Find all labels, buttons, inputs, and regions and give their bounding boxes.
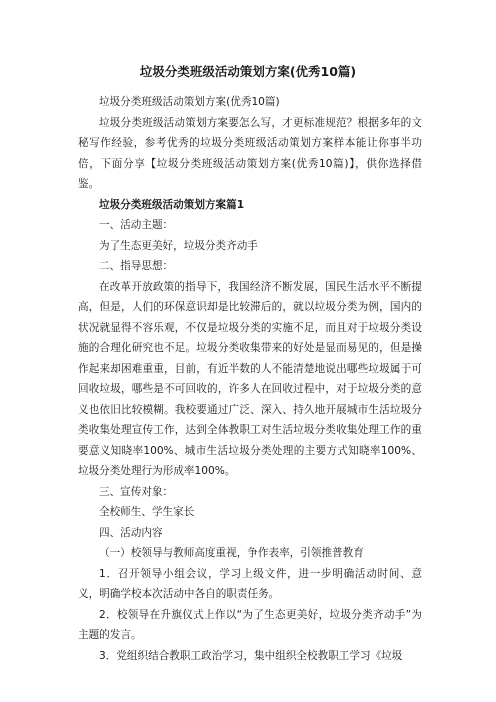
paragraph: 2．校领导在升旗仪式上作以“为了生态更美好，垃圾分类齐动手”为主题的发言。 [78,608,422,641]
paragraph: 三、宣传对象： [99,485,174,498]
paragraph: 3．党组织结合教职工政治学习，集中组织全校教职工学习《垃圾 [99,649,403,662]
paragraph: 为了生态更美好，垃圾分类齐动手 [99,239,258,252]
paragraph: 全校师生、学生家长 [99,506,195,518]
document-title: 垃圾分类班级活动策划方案(优秀10篇) [139,64,357,79]
paragraph: 垃圾分类班级活动策划方案(优秀10篇) [99,96,280,108]
paragraph: 二、指导思想： [99,260,174,272]
section-heading: 垃圾分类班级活动策划方案篇1 [99,198,245,211]
paragraph: 在改革开放政策的指导下，我国经济不断发展，国民生活水平不断提高，但是，人们的环保意识却是比较滞后的，就以垃圾分类为例，国内的状况就显得不容乐观，不仅是垃圾分类的实施不足，而且对于垃圾分类设施的合理化研究也不足。垃圾分类收集带来的好处是显而易见的，但是操作起来却困难重重，目前，有近半数的人不能清楚地说出哪些垃圾属于可回收垃圾，哪些是不可回收的，许多人在回收过程中，对于垃圾分类的意义也依旧比较模糊。我校要通过广泛、深入、持久地开展城市生活垃圾分类收集处理宣传工作，达到全体教职工对生活垃圾分类收集处理工作的重要意义知晓率100%、城市生活垃圾分类处理的主要方式知晓率100%、垃圾分类处理行为形成率100%。 [78,280,422,477]
paragraph: （一）校领导与教师高度重视，争作表率，引领推普教育 [99,547,364,559]
document-body [78,92,422,666]
paragraph: 四、活动内容 [99,526,163,539]
paragraph: 一、活动主题： [99,219,174,231]
paragraph: 垃圾分类班级活动策划方案要怎么写，才更标准规范？根据多年的文秘写作经验，参考优秀的垃圾分类班级活动策划方案样本能让你事半功倍，下面分享【垃圾分类班级活动策划方案(优秀10篇)】，供你选择借鉴。 [78,116,422,190]
paragraph: 1．召开领导小组会议，学习上级文件，进一步明确活动时间、意义，明确学校本次活动中各自的职责任务。 [78,567,422,600]
